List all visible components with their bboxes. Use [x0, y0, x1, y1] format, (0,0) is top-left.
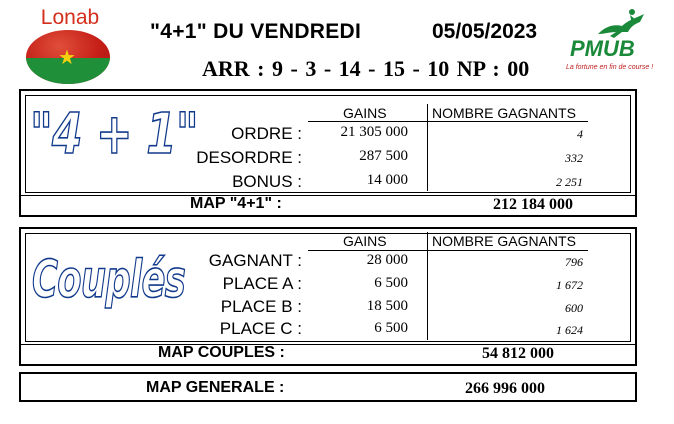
gains-value: 6 500 — [374, 275, 408, 291]
map-generale-label: MAP GENERALE : — [146, 379, 285, 396]
gains-value: 18 500 — [366, 298, 408, 314]
winners-value: 4 — [577, 127, 583, 141]
star-icon: ★ — [58, 47, 76, 69]
lonab-logo-text: Lonab — [40, 6, 100, 29]
winners-value: 796 — [565, 255, 583, 269]
row-label: PLACE B : — [220, 297, 302, 316]
winners-value: 332 — [565, 151, 583, 165]
race-date: 05/05/2023 — [432, 20, 538, 43]
quatre-plus-un-title: "4 + 1" — [30, 102, 198, 167]
winners-value: 1 624 — [556, 323, 583, 337]
row-label: PLACE C : — [219, 319, 302, 338]
winners-value: 600 — [565, 301, 583, 315]
pmub-tagline: La fortune en fin de course ! — [566, 64, 654, 71]
row-label: BONUS : — [232, 172, 302, 191]
row-label: DESORDRE : — [196, 148, 302, 167]
couples-title: Couplés — [32, 250, 186, 310]
gains-value: 6 500 — [374, 320, 408, 336]
gains-value: 28 000 — [366, 252, 408, 268]
lonab-ball-icon — [26, 30, 110, 84]
winners-value: 1 672 — [556, 278, 583, 292]
row-label: PLACE A : — [222, 274, 302, 293]
row-label: ORDRE : — [231, 124, 302, 143]
map-couples-value: 54 812 000 — [482, 345, 554, 362]
gains-header: GAINS — [343, 233, 387, 249]
winners-header: NOMBRE GAGNANTS — [432, 105, 576, 121]
pmub-logo — [562, 6, 662, 86]
gains-value: 21 305 000 — [340, 124, 408, 140]
winners-value: 2 251 — [556, 175, 583, 189]
pmub-logo-text: PMUB — [570, 36, 635, 61]
page-title: "4+1" DU VENDREDI — [150, 20, 362, 43]
gains-value: 14 000 — [366, 172, 408, 188]
map-couples-label: MAP COUPLES : — [158, 344, 285, 361]
map-quatre-plus-un-label: MAP "4+1" : — [190, 195, 282, 212]
lonab-logo — [22, 6, 112, 86]
map-generale-value: 266 996 000 — [465, 380, 545, 397]
row-label: GAGNANT : — [208, 251, 302, 270]
gains-header: GAINS — [343, 105, 387, 121]
gains-value: 287 500 — [359, 148, 408, 164]
arrival-line: ARR : 9 - 3 - 14 - 15 - 10 NP : 00 — [202, 56, 530, 81]
map-quatre-plus-un-value: 212 184 000 — [493, 196, 573, 213]
winners-header: NOMBRE GAGNANTS — [432, 233, 576, 249]
